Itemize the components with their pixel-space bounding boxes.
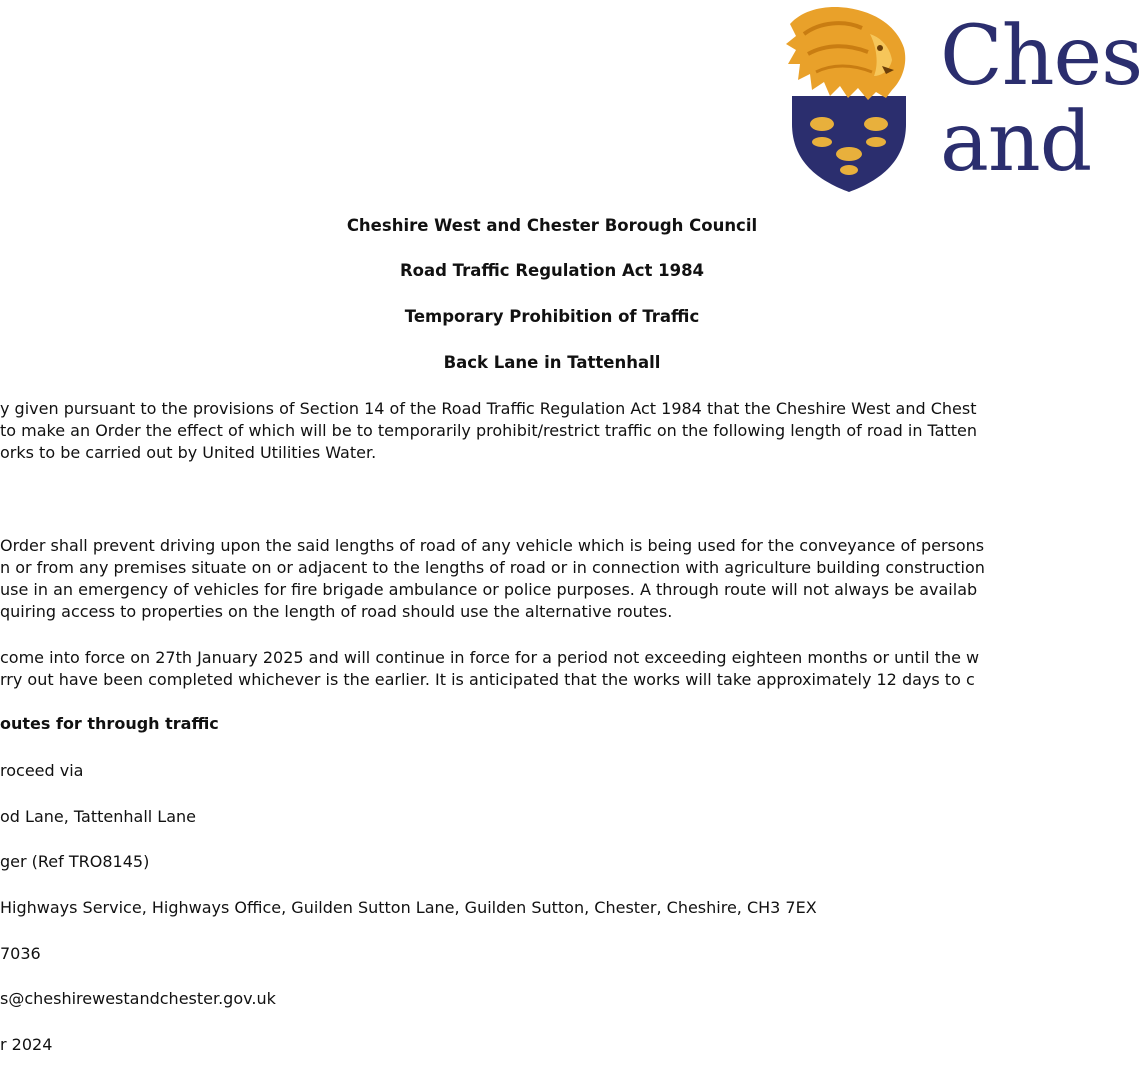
notice-para2-line3: use in an emergency of vehicles for fire brigade ambulance or police purposes. A through route will not always be availab (0, 580, 978, 599)
reference-text: ger (Ref TRO8145) (0, 852, 150, 871)
notice-para2-line4: quiring access to properties on the length of road should use the alternative routes. (0, 602, 673, 621)
proceed-text: roceed via (0, 761, 84, 780)
logo-wordmark-line1: Ches (940, 9, 1142, 104)
notice-para1-line2: to make an Order the effect of which will be to temporarily prohibit/restrict traffic on the following length of road in Tatten (0, 421, 978, 440)
notice-para2-line1: Order shall prevent driving upon the said lengths of road of any vehicle which is being used for the conveyance of persons (0, 536, 985, 555)
alternative-roads: od Lane, Tattenhall Lane (0, 807, 196, 826)
lion-shield-icon (786, 4, 936, 196)
routes-heading: outes for through traffic (0, 714, 219, 733)
council-logo (786, 4, 1142, 196)
notice-para1-line3: orks to be carried out by United Utilities Water. (0, 443, 377, 462)
email-text: s@cheshirewestandchester.gov.uk (0, 989, 276, 1008)
notice-para3-line1: come into force on 27th January 2025 and will continue in force for a period not exceeding eighteen months or until the w (0, 648, 980, 667)
notice-para2-line2: n or from any premises situate on or adjacent to the lengths of road or in connection with agriculture building construction (0, 558, 985, 577)
date-text: r 2024 (0, 1035, 53, 1054)
notice-para3-line2: rry out have been completed whichever is the earlier. It is anticipated that the works will take approximately 12 days to c (0, 670, 975, 689)
council-heading: Cheshire West and Chester Borough Council (346, 216, 758, 235)
location-heading: Back Lane in Tattenhall (443, 353, 661, 372)
prohibition-heading: Temporary Prohibition of Traffic (404, 307, 700, 326)
notice-para1-line1: y given pursuant to the provisions of Section 14 of the Road Traffic Regulation Act 1984 that the Cheshire West and Chest (0, 399, 977, 418)
logo-wordmark-line2: and (940, 95, 1092, 190)
address-text: Highways Service, Highways Office, Guilden Sutton Lane, Guilden Sutton, Chester, Cheshire, CH3 7EX (0, 898, 817, 917)
act-heading: Road Traffic Regulation Act 1984 (399, 261, 705, 280)
phone-text: 7036 (0, 944, 41, 963)
